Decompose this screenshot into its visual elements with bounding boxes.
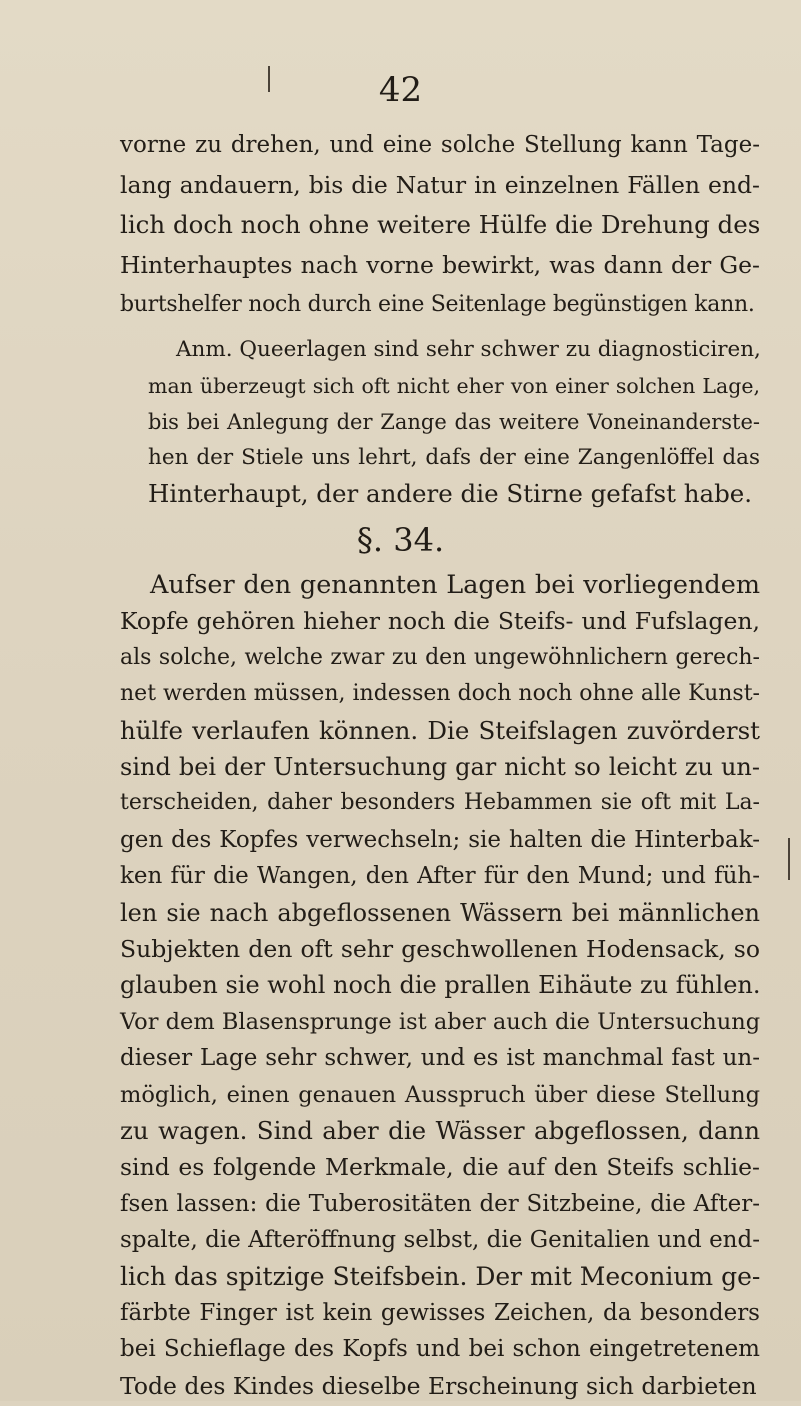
- text-line: gen des Kopfes verwechseln; sie halten die Hinterbak-: [120, 826, 760, 853]
- annotation-line: man überzeugt sich oft nicht eher von einer solchen Lage,: [148, 374, 760, 398]
- text-line: lang andauern, bis die Natur in einzelnen Fällen end-: [120, 171, 760, 199]
- text-line: sind es folgende Merkmale, die auf den Steifs schlie-: [120, 1153, 760, 1182]
- page-number: 42: [378, 70, 423, 110]
- text-line: lich doch noch ohne weitere Hülfe die Drehung des: [120, 210, 761, 239]
- text-line: zu wagen. Sind aber die Wässer abgeflossen, dann: [120, 1116, 760, 1145]
- section-heading: §. 34.: [356, 521, 445, 559]
- text-line: net werden müssen, indessen doch noch ohne alle Kunst-: [120, 681, 760, 707]
- annotation-line: hen der Stiele uns lehrt, dafs der eine Zangenlöffel das: [148, 445, 760, 470]
- text-line: als solche, welche zwar zu den ungewöhnlichern gerech-: [120, 644, 760, 670]
- text-line: Aufser den genannten Lagen bei vorliegendem: [150, 570, 760, 600]
- text-line: fsen lassen: die Tuberositäten der Sitzbeine, die After-: [120, 1190, 760, 1217]
- text-line: färbte Finger ist kein gewisses Zeichen, da besonders: [120, 1300, 760, 1326]
- scan-edge-mark-right: [788, 838, 790, 880]
- text-line: möglich, einen genauen Ausspruch über diese Stellung: [120, 1081, 760, 1108]
- annotation-line: Hinterhaupt, der andere die Stirne gefafst habe.: [148, 479, 753, 508]
- text-line: hülfe verlaufen können. Die Steifslagen zuvörderst: [120, 715, 760, 745]
- text-line: spalte, die Afteröffnung selbst, die Genitalien und end-: [120, 1227, 760, 1254]
- text-line: terscheiden, daher besonders Hebammen sie oft mit La-: [120, 790, 760, 816]
- text-line: Tode des Kindes dieselbe Erscheinung sich darbieten: [120, 1371, 757, 1400]
- text-line: Hinterhauptes nach vorne bewirkt, was dann der Ge-: [120, 251, 760, 279]
- text-line: Kopfe gehören hieher noch die Steifs- und Fufslagen,: [120, 607, 760, 636]
- text-line: burtshelfer noch durch eine Seitenlage begünstigen kann.: [120, 292, 755, 317]
- text-line: bei Schieflage des Kopfs und bei schon eingetretenem: [120, 1336, 760, 1363]
- text-line: Vor dem Blasensprunge ist aber auch die Untersuchung: [120, 1008, 761, 1035]
- text-line: Subjekten den oft sehr geschwollenen Hodensack, so: [120, 935, 760, 963]
- text-line: sind bei der Untersuchung gar nicht so leicht zu un-: [120, 753, 760, 781]
- annotation-line: Anm. Queerlagen sind sehr schwer zu diagnosticiren,: [176, 337, 761, 362]
- text-line: ken für die Wangen, den After für den Mund; und füh-: [120, 863, 760, 890]
- text-line: lich das spitzige Steifsbein. Der mit Meconium ge-: [120, 1261, 761, 1291]
- annotation-line: bis bei Anlegung der Zange das weitere Voneinanderste-: [148, 410, 760, 434]
- text-line: dieser Lage sehr schwer, und es ist manchmal fast un-: [120, 1045, 760, 1072]
- text-line: glauben sie wohl noch die prallen Eihäute zu fühlen.: [120, 971, 761, 1000]
- text-line: vorne zu drehen, und eine solche Stellung kann Tage-: [120, 132, 760, 158]
- text-line: len sie nach abgeflossenen Wässern bei männlichen: [120, 898, 760, 927]
